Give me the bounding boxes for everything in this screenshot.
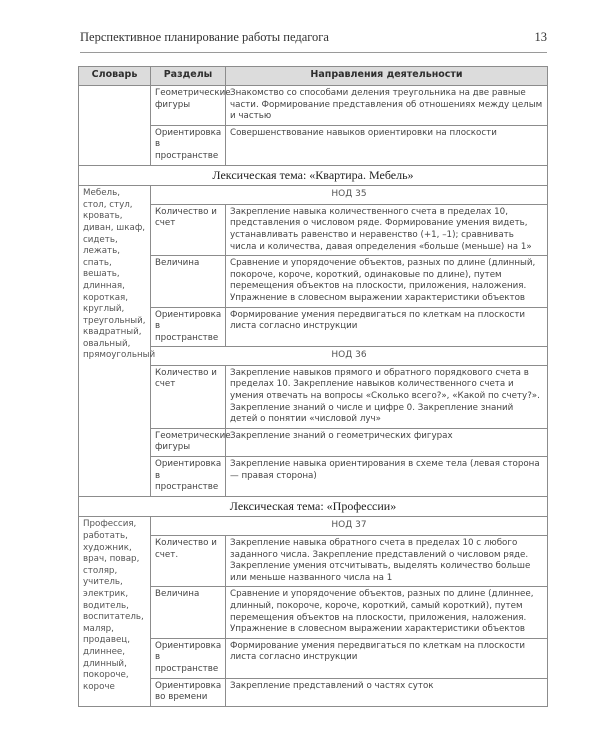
column-header-activities: Направления деятельности <box>226 67 548 86</box>
section-cell: Геометрические фигуры <box>151 428 226 456</box>
theme-title: Лексическая тема: «Профессии» <box>79 496 548 517</box>
planning-table <box>78 66 548 707</box>
section-cell: Количество и счет. <box>151 536 226 587</box>
table-row <box>79 517 548 536</box>
section-cell: Величина <box>151 587 226 638</box>
nod-label: НОД 36 <box>151 347 548 366</box>
running-title: Перспективное планирование работы педагога <box>80 30 329 44</box>
activity-cell: Формирование умения передвигаться по клеткам на плоскости листа согласно инструкции <box>226 638 548 678</box>
nod-label: НОД 35 <box>151 186 548 205</box>
section-cell: Величина <box>151 256 226 307</box>
activity-cell: Закрепление навыка обратного счета в пределах 10 с любого заданного числа. Закрепление представлений о числовом ряде. Закрепление умения отсчитывать, выделять количество больше или меньше названного числа на 1 <box>226 536 548 587</box>
table-row <box>79 186 548 205</box>
section-cell: Количество и счет <box>151 204 226 255</box>
theme-title: Лексическая тема: «Квартира. Мебель» <box>79 165 548 186</box>
activity-cell: Совершенствование навыков ориентировки на плоскости <box>226 125 548 165</box>
section-cell: Ориентировка в пространстве <box>151 457 226 497</box>
activity-cell: Закрепление навыков прямого и обратного порядкового счета в пределах 10. Закрепление навыков количественного счета и умения отвечать на вопросы «Сколько всего?», «Какой по счету?». Закрепление знаний о числе и цифре 0. Закрепление знаний детей о понятии «числовой луч» <box>226 365 548 428</box>
activity-cell: Сравнение и упорядочение объектов, разных по длине (длинный, покороче, короче, короткий, одинаковые по длине), путем перемещения объектов на плоскости, приложения, наложения. Упражнение в словесном выражении характеристики объектов <box>226 256 548 307</box>
nod-label: НОД 37 <box>151 517 548 536</box>
activity-cell: Закрепление знаний о геометрических фигурах <box>226 428 548 456</box>
column-header-sections: Разделы <box>151 67 226 86</box>
section-cell: Ориентировка в пространстве <box>151 125 226 165</box>
activity-cell: Формирование умения передвигаться по клеткам на плоскости листа согласно инструкции <box>226 307 548 347</box>
theme-heading-row <box>79 165 548 186</box>
activity-cell: Закрепление навыка ориентирования в схеме тела (левая сторона — правая сторона) <box>226 457 548 497</box>
section-cell: Ориентировка во времени <box>151 678 226 706</box>
vocabulary-cell-empty <box>79 86 151 166</box>
activity-cell: Закрепление представлений о частях суток <box>226 678 548 706</box>
theme-heading-row <box>79 496 548 517</box>
activity-cell: Знакомство со способами деления треугольника на две равные части. Формирование представления об отношениях между целым и частью <box>226 86 548 126</box>
vocabulary-cell: Мебель, стол, стул, кровать, диван, шкаф, сидеть, лежать, спать, вешать, длинная, короткая, круглый, треугольный, квадратный, овальный, прямоугольный <box>79 186 151 497</box>
header-divider <box>80 52 547 53</box>
vocabulary-cell: Профессия, работать, художник, врач, повар, столяр, учитель, электрик, водитель, воспитатель, маляр, продавец, длиннее, длинный, покороче, короче <box>79 517 151 706</box>
table-header-row <box>79 67 548 86</box>
page-number: 13 <box>534 30 547 44</box>
section-cell: Ориентировка в пространстве <box>151 638 226 678</box>
page-header <box>80 30 547 50</box>
section-cell: Ориентировка в пространстве <box>151 307 226 347</box>
section-cell: Геометрические фигуры <box>151 86 226 126</box>
column-header-vocabulary: Словарь <box>79 67 151 86</box>
activity-cell: Сравнение и упорядочение объектов, разных по длине (длиннее, длинный, покороче, короче, короткий, самый короткий), путем перемещения объектов на плоскости, приложения, наложения. Упражнение в словесном выражении характеристики объектов <box>226 587 548 638</box>
table-row <box>79 86 548 126</box>
activity-cell: Закрепление навыка количественного счета в пределах 10, представления о числовом ряде. Формирование умения видеть, устанавливать равенство и неравенство (+1, –1); сравнивать числа и количества, давая определения «больше (меньше) на 1» <box>226 204 548 255</box>
section-cell: Количество и счет <box>151 365 226 428</box>
